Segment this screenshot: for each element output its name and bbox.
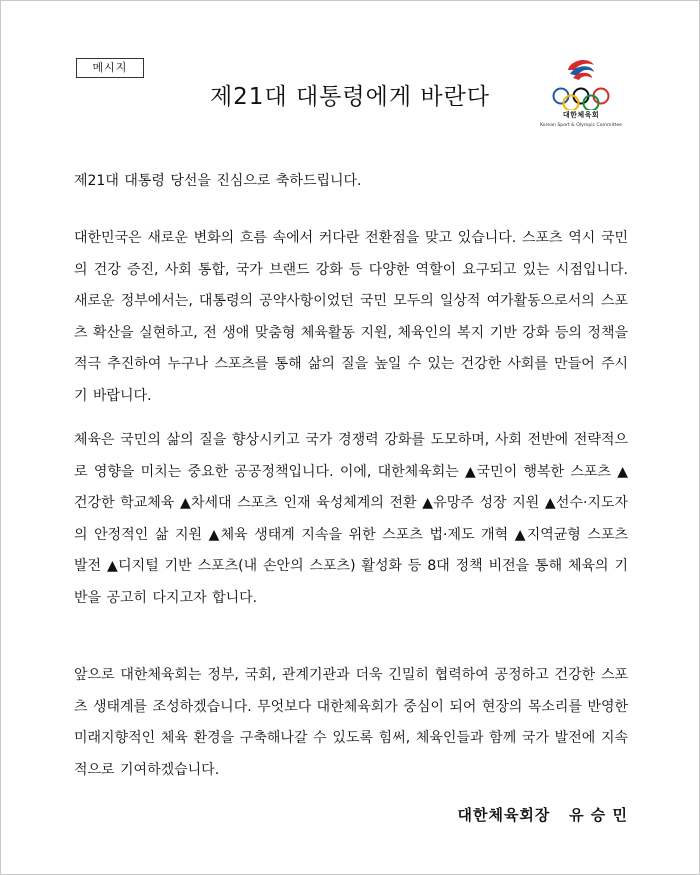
logo-name: 대한체육회 (562, 111, 600, 119)
kspo-logo (540, 54, 622, 136)
paragraph-greeting: 제21대 대통령 당선을 진심으로 축하드립니다. (74, 173, 362, 189)
paragraph-policy-vision: 체육은 국민의 삶의 질을 향상시키고 국가 경쟁력 강화를 도모하며, 사회 전반에 전략적으로 영향을 미치는 중요한 공공정책입니다. 이에, 대한체육회는 ▲국민이 행복한 스포츠 ▲건강한 학교체육 ▲차세대 스포츠 인재 육성체계의 전환 ▲유망주 성장 지원 ▲선수·지도자의 안정적인 삶 지원 ▲체육 생태계 지속을 위한 스포츠 법·제도 개혁 ▲지역균형 스포츠 발전 ▲디지털 기반 스포츠(내 손안의 스포츠) 활성화 등 8대 정책 비전을 통해 체육의 기반을 공고히 다지고자 합니다. (74, 432, 628, 606)
paragraph-commitment: 앞으로 대한체육회는 정부, 국회, 관계기관과 더욱 긴밀히 협력하여 공정하고 건강한 스포츠 생태계를 조성하겠습니다. 무엇보다 대한체육회가 중심이 되어 현장의 목소리를 반영한 미래지향적인 체육 환경을 구축해나갈 수 있도록 힘써, 체육인들과 함께 국가 발전에 지속적으로 기여하겠습니다. (74, 667, 628, 778)
signature: 대한체육회장 유 승 민 (457, 806, 628, 824)
olympic-committee-emblem-icon (548, 54, 614, 110)
paragraph-transition: 대한민국은 새로운 변화의 흐름 속에서 커다란 전환점을 맞고 있습니다. 스포츠 역시 국민의 건강 증진, 사회 통합, 국가 브랜드 강화 등 다양한 역할이 요구되고 있는 시점입니다. 새로운 정부에서는, 대통령의 공약사항이었던 국민 모두의 일상적 여가활동으로서의 스포츠 확산을 실현하고, 전 생애 맞춤형 체육활동 지원, 체육인의 복지 기반 강화 등의 정책을 적극 추진하여 누구나 스포츠를 통해 삶의 질을 높일 수 있는 건강한 사회를 만들어 주시기 바랍니다. (74, 230, 628, 404)
document-title: 제21대 대통령에게 바란다 (209, 84, 491, 110)
logo-subtitle: Korean Sport & Olympic Committee (540, 123, 622, 128)
message-tag: 메시지 (76, 58, 144, 78)
